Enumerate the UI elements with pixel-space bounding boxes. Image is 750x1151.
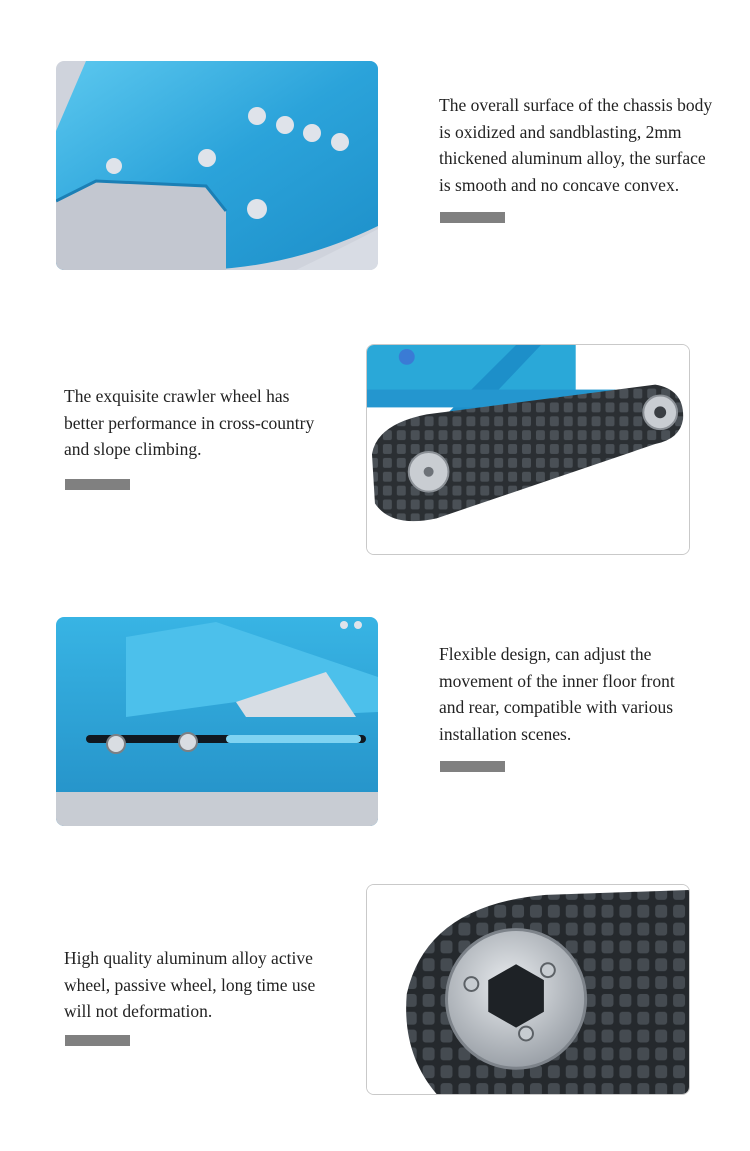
description-line: thickened aluminum alloy, the surface xyxy=(439,148,706,168)
adjustable-floor-photo xyxy=(56,617,378,826)
chassis-surface-description xyxy=(439,92,739,198)
accent-bar xyxy=(65,1035,130,1046)
description-line: better performance in cross-country xyxy=(64,412,315,433)
drive-wheel-photo xyxy=(366,884,690,1095)
description-line: The overall surface of the chassis body xyxy=(439,95,713,115)
description-line: The exquisite crawler wheel has xyxy=(64,386,290,406)
description-line: wheel, passive wheel, long time use xyxy=(64,974,316,995)
drive-wheel-description xyxy=(64,945,354,1025)
adjustable-floor-description xyxy=(439,641,729,747)
description-line: Flexible design, can adjust the xyxy=(439,644,652,664)
crawler-track-photo xyxy=(366,344,690,555)
crawler-wheel-description xyxy=(64,383,354,463)
accent-bar xyxy=(440,212,505,223)
description-line: is smooth and no concave convex. xyxy=(439,174,680,195)
description-line: and slope climbing. xyxy=(64,439,202,459)
description-line: High quality aluminum alloy active xyxy=(64,948,313,968)
accent-bar xyxy=(440,761,505,772)
description-line: installation scenes. xyxy=(439,723,572,744)
chassis-surface-photo xyxy=(56,61,378,270)
description-line: will not deformation. xyxy=(64,1001,213,1021)
accent-bar xyxy=(65,479,130,490)
description-line: and rear, compatible with various xyxy=(439,697,674,717)
description-line: movement of the inner floor front xyxy=(439,670,675,691)
description-line: is oxidized and sandblasting, 2mm xyxy=(439,121,682,142)
